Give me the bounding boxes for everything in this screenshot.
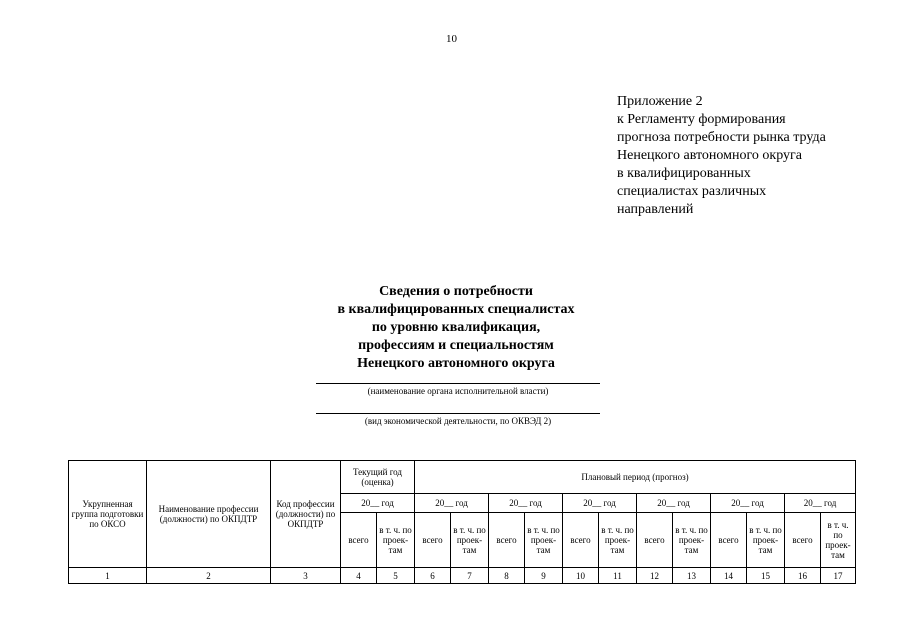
appendix-line: направлений: [617, 202, 694, 217]
column-number: 12: [637, 568, 673, 584]
appendix-line: к Регламенту формирования: [617, 112, 786, 127]
column-number: 4: [341, 568, 377, 584]
title-line: профессиям и специальностям: [358, 338, 554, 353]
column-number: 9: [525, 568, 563, 584]
activity-fill-line: [316, 413, 600, 414]
title-line: Ненецкого автономного округа: [357, 356, 555, 371]
column-number: 3: [271, 568, 341, 584]
authority-fill-line: [316, 383, 600, 384]
header-total: всего: [415, 513, 451, 568]
column-number: 1: [69, 568, 147, 584]
column-number: 8: [489, 568, 525, 584]
column-number: 11: [599, 568, 637, 584]
authority-caption: (наименование органа исполнительной власти): [367, 386, 549, 396]
header-total: всего: [785, 513, 821, 568]
header-year-plan-1: 20__ год: [415, 494, 489, 513]
appendix-line: специалистах различных: [617, 184, 767, 199]
column-number: 17: [821, 568, 856, 584]
column-number: 15: [747, 568, 785, 584]
column-number: 2: [147, 568, 271, 584]
column-number: 14: [711, 568, 747, 584]
header-total: всего: [563, 513, 599, 568]
header-current-year: Текущий год (оценка): [341, 461, 415, 494]
header-year-plan-3: 20__ год: [563, 494, 637, 513]
header-year-plan-4: 20__ год: [637, 494, 711, 513]
header-incl-projects: в т. ч. по проек- там: [525, 513, 563, 568]
appendix-line: Приложение 2: [617, 94, 703, 109]
header-profession-name: Наименование профессии (должности) по ОКПДТР: [147, 461, 271, 568]
header-year-plan-5: 20__ год: [711, 494, 785, 513]
header-incl-projects: в т. ч. по проек- там: [821, 513, 856, 568]
header-total: всего: [711, 513, 747, 568]
header-incl-projects: в т. ч. по проек- там: [673, 513, 711, 568]
appendix-line: прогноза потребности рынка труда: [617, 130, 826, 145]
appendix-block: [617, 93, 887, 219]
header-total: всего: [341, 513, 377, 568]
header-year-plan-2: 20__ год: [489, 494, 563, 513]
column-number: 10: [563, 568, 599, 584]
header-incl-projects: в т. ч. по проек- там: [747, 513, 785, 568]
header-total: всего: [489, 513, 525, 568]
column-number: 13: [673, 568, 711, 584]
column-number: 5: [377, 568, 415, 584]
column-number: 6: [415, 568, 451, 584]
header-year-current: 20__ год: [341, 494, 415, 513]
title-line: в квалифицированных специалистах: [337, 302, 575, 317]
appendix-line: в квалифицированных: [617, 166, 751, 181]
title-line: Сведения о потребности: [379, 284, 533, 299]
header-total: всего: [637, 513, 673, 568]
header-profession-code: Код профессии (должности) по ОКПДТР: [271, 461, 341, 568]
header-incl-projects: в т. ч. по проек- там: [599, 513, 637, 568]
header-incl-projects: в т. ч. по проек- там: [377, 513, 415, 568]
header-okso-group: Укрупненная группа подготовки по ОКСО: [69, 461, 147, 568]
title-line: по уровню квалификация,: [371, 320, 541, 335]
column-number: 16: [785, 568, 821, 584]
needs-table: [68, 460, 856, 584]
appendix-line: Ненецкого автономного округа: [617, 148, 802, 163]
column-number: 7: [451, 568, 489, 584]
header-year-plan-6: 20__ год: [785, 494, 856, 513]
header-incl-projects: в т. ч. по проек- там: [451, 513, 489, 568]
activity-caption: (вид экономической деятельности, по ОКВЭД 2): [364, 416, 552, 426]
document-title: [256, 283, 656, 373]
header-planned-period: Плановый период (прогноз): [415, 461, 856, 494]
page-number: 10: [446, 33, 457, 45]
